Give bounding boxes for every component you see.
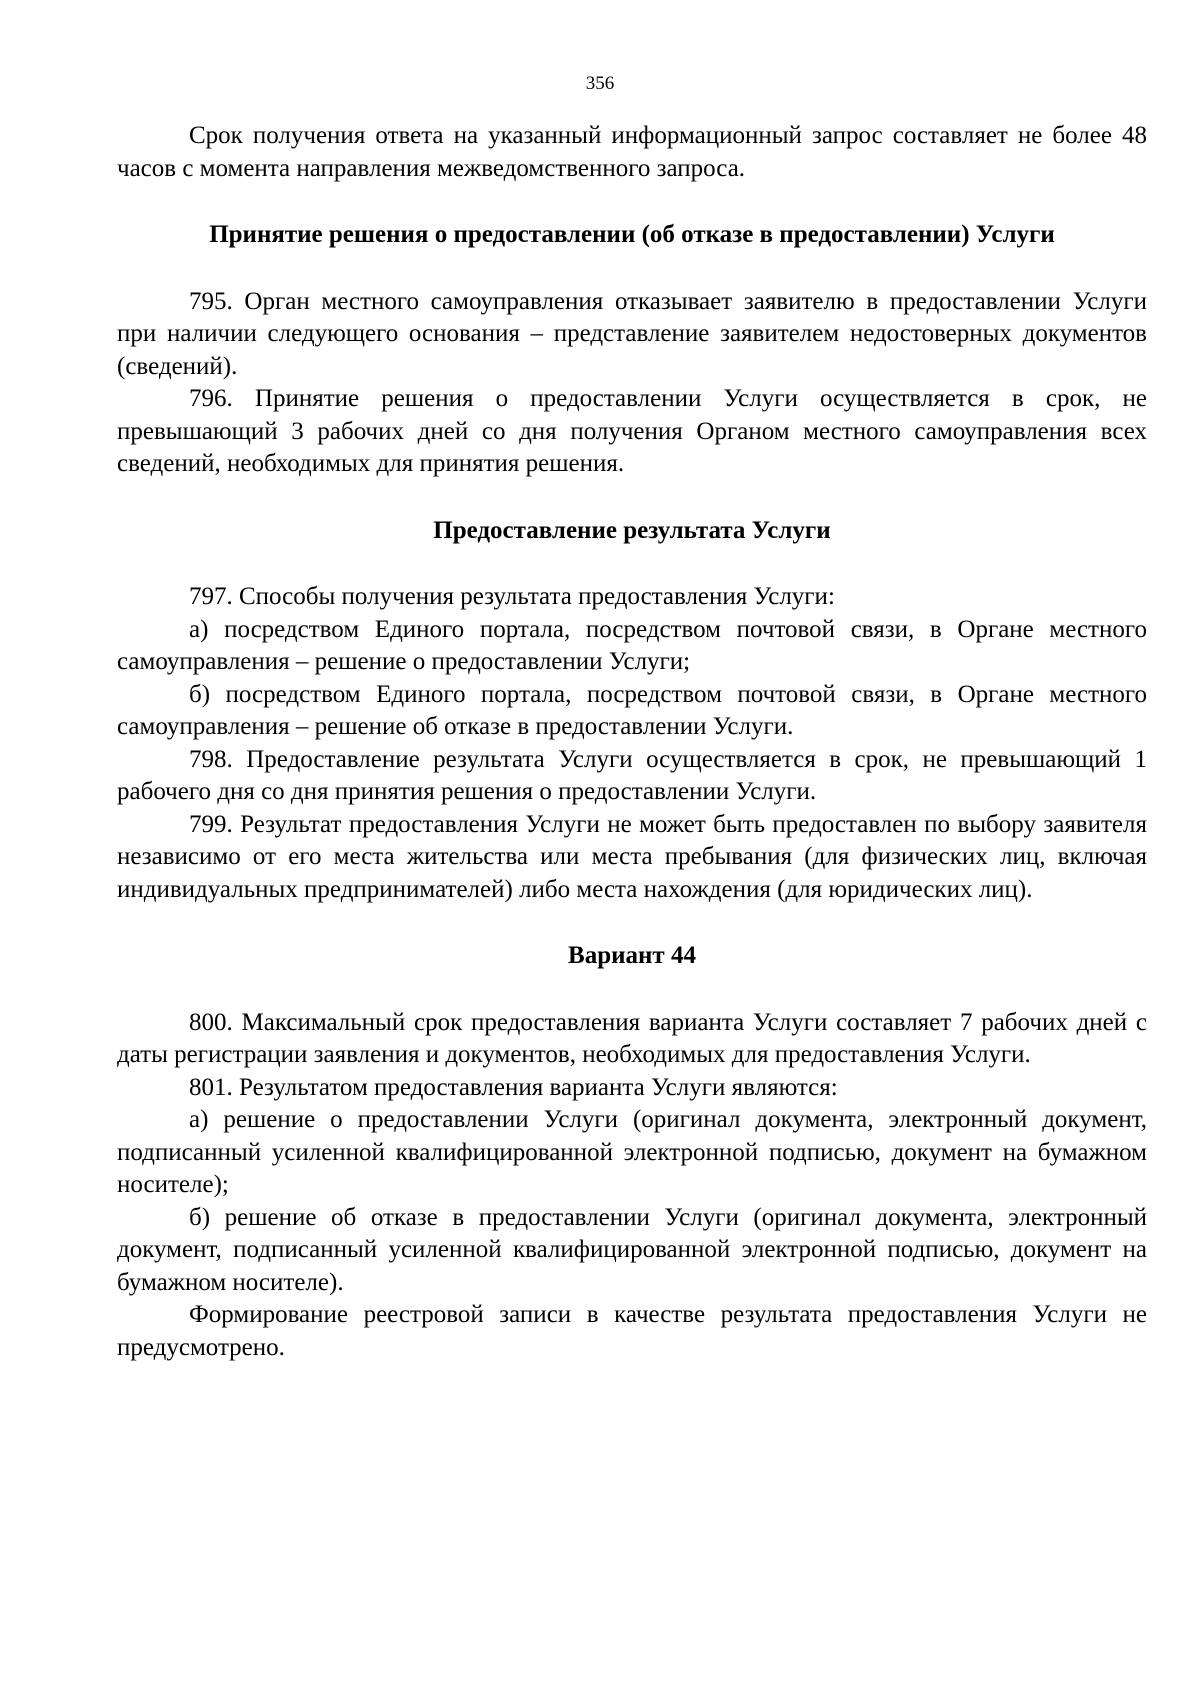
paragraph-797a: а) посредством Единого портала, посредством почтовой связи, в Органе местного самоуправления – решение о предоставлении Услуги; — [117, 615, 1147, 675]
paragraph-796: 796. Принятие решения о предоставлении Услуги осуществляется в срок, не превышающий 3 рабочих дней со дня получения Органом местного самоуправления всех сведений, необходимых для принятия решения. — [117, 385, 1147, 477]
intro-paragraph: Срок получения ответа на указанный информационный запрос составляет не более 48 часов с момента направления межведомственного запроса. — [117, 122, 1147, 182]
paragraph-797b: б) посредством Единого портала, посредством почтовой связи, в Органе местного самоуправления – решение об отказе в предоставлении Услуги. — [117, 680, 1147, 740]
paragraph-801: 801. Результатом предоставления варианта Услуги являются: — [189, 1073, 838, 1101]
document-body — [117, 120, 1147, 1364]
paragraph-800: 800. Максимальный срок предоставления варианта Услуги составляет 7 рабочих дней с даты регистрации заявления и документов, необходимых для предоставления Услуги. — [117, 1008, 1147, 1068]
heading-result: Предоставление результата Услуги — [433, 516, 831, 544]
heading-decision: Принятие решения о предоставлении (об отказе в предоставлении) Услуги — [209, 221, 1055, 248]
paragraph-798: 798. Предоставление результата Услуги осуществляется в срок, не превышающий 1 рабочего дня со дня принятия решения о предоставлении Услуги. — [117, 745, 1147, 805]
heading-variant-44: Вариант 44 — [568, 942, 696, 969]
paragraph-registry: Формирование реестровой записи в качестве результата предоставления Услуги не предусмотрено. — [117, 1301, 1147, 1361]
paragraph-801a: а) решение о предоставлении Услуги (оригинал документа, электронный документ, подписанный усиленной квалифицированной электронной подписью, документ на бумажном носителе); — [117, 1106, 1147, 1198]
paragraph-797: 797. Способы получения результата предоставления Услуги: — [189, 583, 835, 610]
paragraph-801b: б) решение об отказе в предоставлении Услуги (оригинал документа, электронный документ, подписанный усиленной квалифицированной электронной подписью, документ на бумажном носителе). — [117, 1203, 1147, 1296]
paragraph-795: 795. Орган местного самоуправления отказывает заявителю в предоставлении Услуги при наличии следующего основания – представление заявителем недостоверных документов (сведений). — [117, 287, 1147, 380]
paragraph-799: 799. Результат предоставления Услуги не может быть предоставлен по выбору заявителя независимо от его места жительства или места пребывания (для физических лиц, включая индивидуальных предпринимателей) либо места нахождения (для юридических лиц). — [117, 810, 1147, 903]
page-number: 356 — [585, 73, 615, 94]
